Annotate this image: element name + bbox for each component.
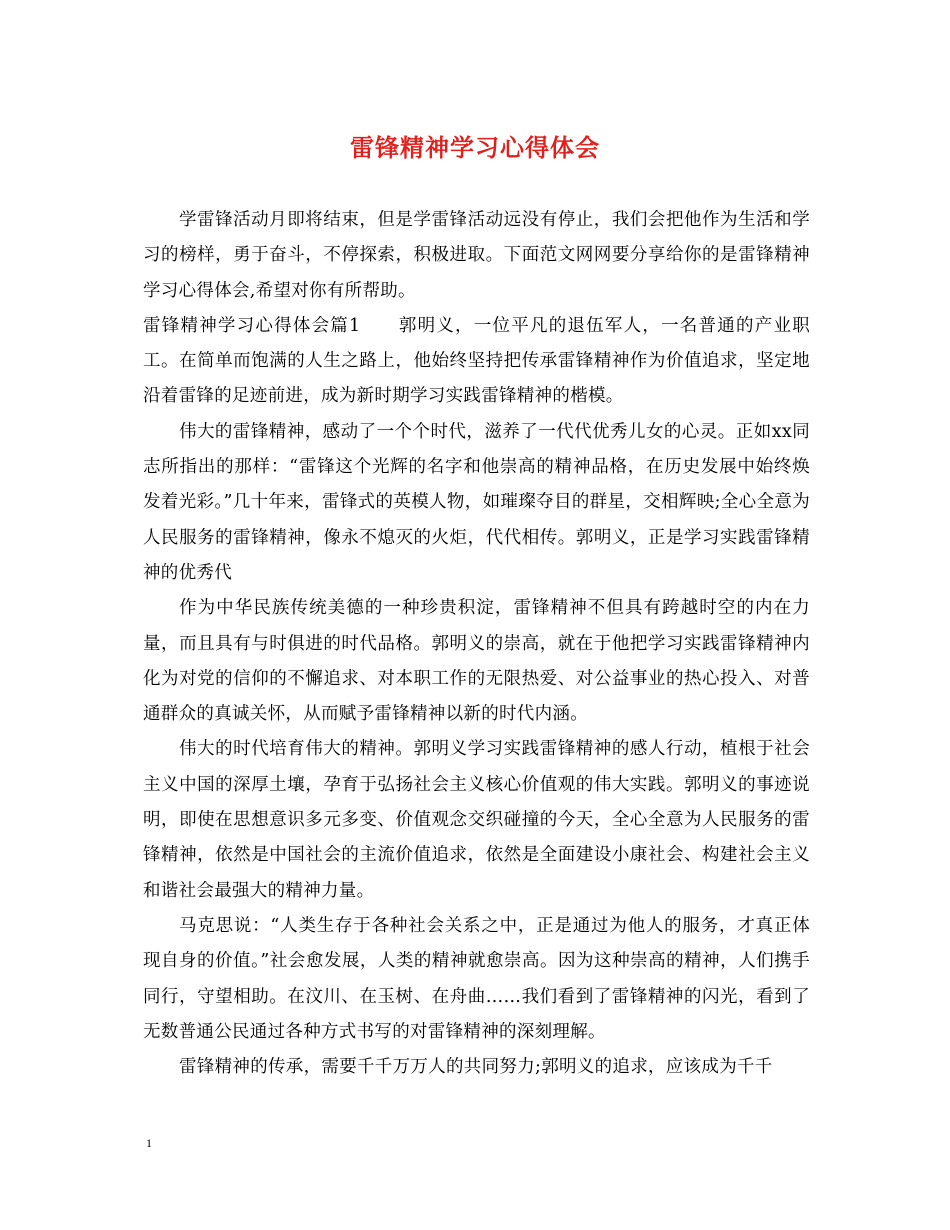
paragraph-great-era: 伟大的时代培育伟大的精神。郭明义学习实践雷锋精神的感人行动，植根于社会主义中国的深厚土壤，孕育于弘扬社会主义核心价值观的伟大实践。郭明义的事迹说明，即使在思想意识多元多变、价值观念交织碰撞的今天，全心全意为人民服务的雷锋精神，依然是中国社会的主流价值追求，依然是全面建设小康社会、构建社会主义和谐社会最强大的精神力量。 — [143, 739, 810, 901]
paragraph-inheritance: 雷锋精神的传承，需要千千万万人的共同努力;郭明义的追求，应该成为千千 — [179, 1057, 773, 1078]
document-title: 雷锋精神学习心得体会 — [350, 133, 600, 162]
document-body — [143, 203, 810, 1085]
page-number: 1 — [146, 1136, 152, 1150]
paragraph-leifeng-spirit: 伟大的雷锋精神，感动了一个个时代，滋养了一代代优秀儿女的心灵。正如xx同志所指出的那样：“雷锋这个光辉的名字和他崇高的精神品格，在历史发展中始终焕发着光彩。”几十年来，雷锋式的英模人物，如璀璨夺目的群星，交相辉映;全心全意为人民服务的雷锋精神，像永不熄灭的火炬，代代相传。郭明义，正是学习实践雷锋精神的优秀代 — [143, 421, 810, 583]
paragraph-marx-quote: 马克思说：“人类生存于各种社会关系之中，正是通过为他人的服务，才真正体现自身的价值。”社会愈发展，人类的精神就愈崇高。因为这种崇高的精神，人们携手同行，守望相助。在汶川、在玉树、在舟曲……我们看到了雷锋精神的闪光，看到了无数普通公民通过各种方式书写的对雷锋精神的深刻理解。 — [143, 915, 810, 1042]
paragraph-traditional-virtue: 作为中华民族传统美德的一种珍贵积淀，雷锋精神不但具有跨越时空的内在力量，而且具有与时俱进的时代品格。郭明义的崇高，就在于他把学习实践雷锋精神内化为对党的信仰的不懈追求、对本职工作的无限热爱、对公益事业的热心投入、对普通群众的真诚关怀，从而赋予雷锋精神以新的时代内涵。 — [143, 598, 810, 725]
paragraph-intro: 学雷锋活动月即将结束，但是学雷锋活动远没有停止，我们会把他作为生活和学习的榜样，勇于奋斗，不停探索，积极进取。下面范文网网要分享给你的是雷锋精神学习心得体会,希望对你有所帮助。 — [143, 210, 810, 301]
paragraph-section-1: 雷锋精神学习心得体会篇1 郭明义，一位平凡的退伍军人，一名普通的产业职工。在简单而饱满的人生之路上，他始终坚持把传承雷锋精神作为价值追求，坚定地沿着雷锋的足迹前进，成为新时期学习实践雷锋精神的楷模。 — [143, 315, 810, 407]
